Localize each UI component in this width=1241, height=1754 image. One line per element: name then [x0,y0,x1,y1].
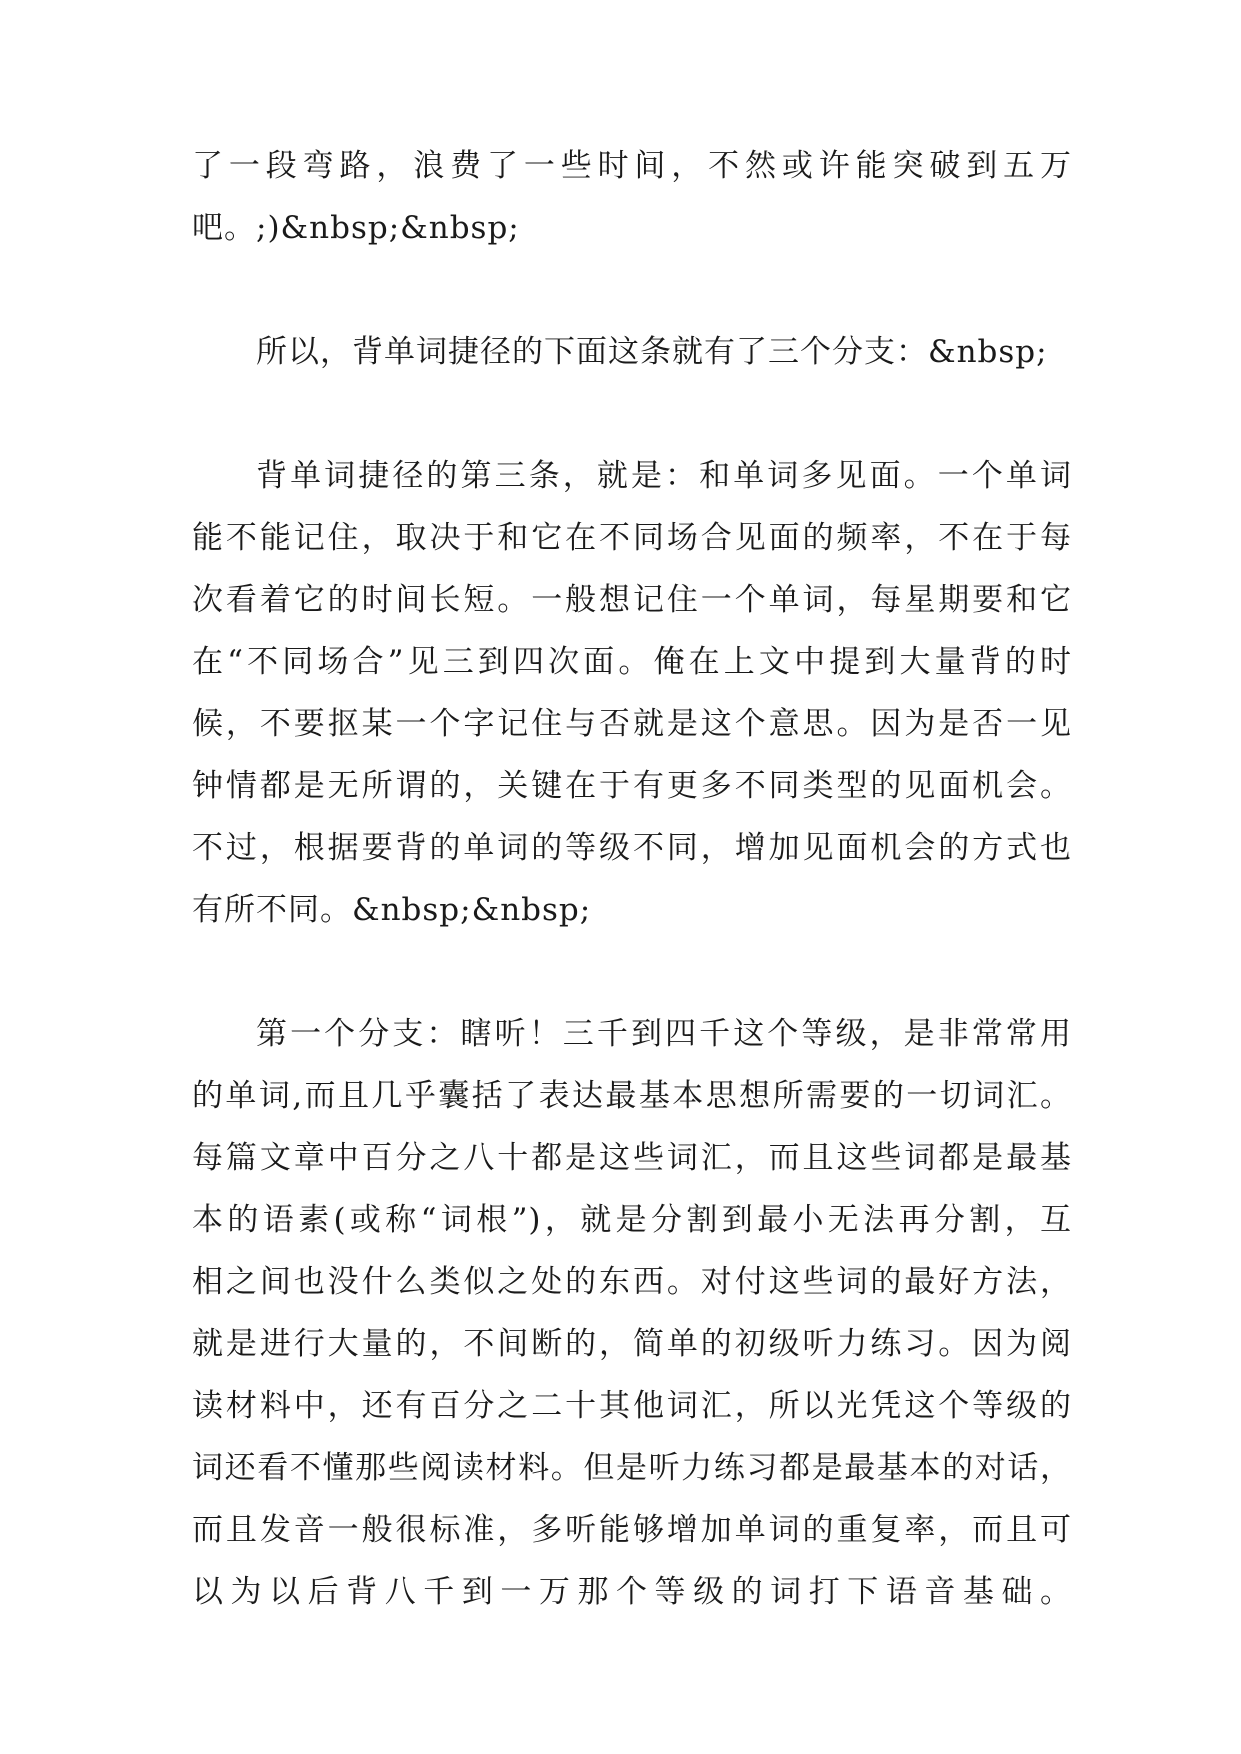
paragraph-4-line-6: 就是进行大量的，不间断的，简单的初级听力练习。因为阅 [192,1326,1072,1362]
paragraph-gap [192,941,1072,1003]
paragraph-gap [192,259,1072,321]
paragraph-4-line-9: 而且发音一般很标准，多听能够增加单词的重复率，而且可 [192,1512,1072,1548]
paragraph-3-line-4: 在“不同场合”见三到四次面。俺在上文中提到大量背的时 [192,644,1072,680]
paragraph-4-line-8: 词还看不懂那些阅读材料。但是听力练习都是最基本的对话， [192,1450,1072,1486]
paragraph-3-line-5: 候，不要抠某一个字记住与否就是这个意思。因为是否一见 [192,706,1072,742]
paragraph-1-line-2: 吧。;)&nbsp;&nbsp; [192,210,520,246]
paragraph-4-line-2: 的单词,而且几乎囊括了表达最基本思想所需要的一切词汇。 [192,1078,1072,1114]
paragraph-4-line-5: 相之间也没什么类似之处的东西。对付这些词的最好方法， [192,1264,1072,1300]
paragraph-3-line-8: 有所不同。&nbsp;&nbsp; [192,892,592,928]
paragraph-3-line-2: 能不能记住，取决于和它在不同场合见面的频率，不在于每 [192,520,1072,556]
paragraph-3-line-1: 背单词捷径的第三条，就是：和单词多见面。一个单词 [256,458,1072,494]
paragraph-3-line-3: 次看着它的时间长短。一般想记住一个单词，每星期要和它 [192,582,1072,618]
paragraph-2-line-1: 所以，背单词捷径的下面这条就有了三个分支：&nbsp; [256,334,1048,370]
paragraph-4-line-4: 本的语素(或称“词根”)，就是分割到最小无法再分割，互 [192,1202,1072,1238]
document-body [192,135,1072,1623]
paragraph-gap [192,383,1072,445]
paragraph-3-line-7: 不过，根据要背的单词的等级不同，增加见面机会的方式也 [192,830,1072,866]
paragraph-4-line-7: 读材料中，还有百分之二十其他词汇，所以光凭这个等级的 [192,1388,1072,1424]
paragraph-3-line-6: 钟情都是无所谓的，关键在于有更多不同类型的见面机会。 [192,768,1072,804]
paragraph-1-line-1: 了一段弯路，浪费了一些时间，不然或许能突破到五万 [192,148,1072,184]
paragraph-4-line-1: 第一个分支：瞎听！三千到四千这个等级，是非常常用 [256,1016,1072,1052]
paragraph-4-line-3: 每篇文章中百分之八十都是这些词汇，而且这些词都是最基 [192,1140,1072,1176]
paragraph-4-line-10: 以为以后背八千到一万那个等级的词打下语音基础。 [192,1574,1072,1610]
